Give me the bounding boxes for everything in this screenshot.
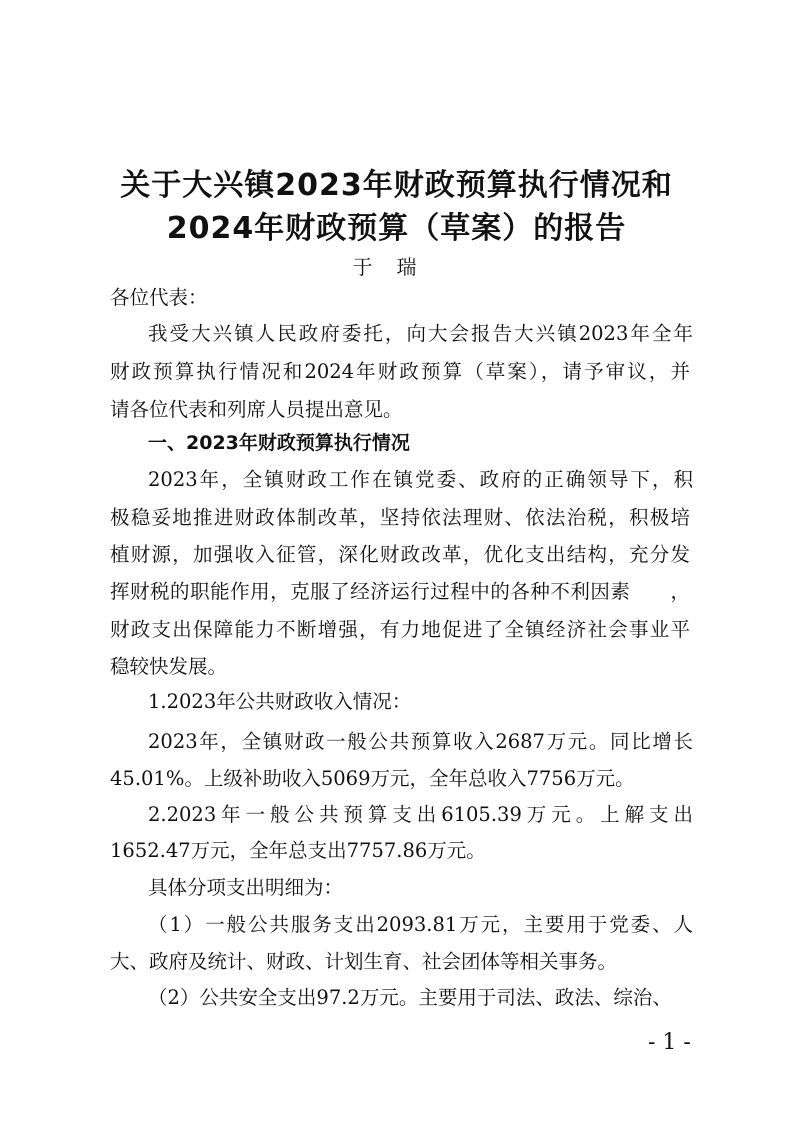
item-1-heading: 1.2023年公共财政收入情况： (148, 690, 412, 713)
intro-line-3: 请各位代表和列席人员提出意见。 (110, 398, 403, 421)
sub-item-2-line-1: （2）公共安全支出97.2万元。主要用于司法、政法、综治、 (148, 986, 672, 1009)
section-para-line-6: 稳较快发展。 (110, 655, 228, 678)
section-para-line-4: 挥财税的职能作用，克服了经济运行过程中的各种不利因素 ， (110, 580, 690, 603)
intro-line-1: 我受大兴镇人民政府委托，向大会报告大兴镇2023年全年 (148, 322, 693, 345)
item-1-line-1: 2023年，全镇财政一般公共预算收入2687万元。同比增长 (148, 730, 693, 753)
report-title-line-2: 2024年财政预算（草案）的报告 (166, 211, 627, 246)
salutation: 各位代表： (110, 286, 208, 309)
report-title-line-1: 关于大兴镇2023年财政预算执行情况和 (120, 168, 673, 203)
section-para-line-5: 财政支出保障能力不断增强，有力地促进了全镇经济社会事业平 (110, 618, 690, 641)
author-name: 于瑞 (352, 255, 441, 279)
section-para-line-2: 极稳妥地推进财政体制改革，坚持依法理财、依法治税，积极培 (110, 506, 690, 529)
item-1-line-2: 45.01%。上级补助收入5069万元，全年总收入7756万元。 (110, 767, 635, 790)
item-2-line-2: 1652.47万元，全年总支出7757.86万元。 (110, 839, 486, 862)
section-para-line-3: 植财源，加强收入征管，深化财政改革，优化支出结构，充分发 (110, 543, 690, 566)
sub-item-1-line-2: 大、政府及统计、财政、计划生育、社会团体等相关事务。 (110, 950, 618, 973)
section-para-line-1: 2023年，全镇财政工作在镇党委、政府的正确领导下，积 (148, 468, 693, 491)
item-2-line-1: 2.2023年一般公共预算支出6105.39万元。上解支出 (148, 803, 693, 826)
detail-heading: 具体分项支出明细为： (148, 876, 344, 899)
intro-line-2: 财政预算执行情况和2024年财政预算（草案），请予审议，并 (110, 360, 690, 383)
page-number: - 1 - (648, 1030, 691, 1055)
sub-item-1-line-1: （1）一般公共服务支出2093.81万元，主要用于党委、人 (148, 913, 693, 936)
section-heading: 一、2023年财政预算执行情况 (148, 432, 410, 454)
